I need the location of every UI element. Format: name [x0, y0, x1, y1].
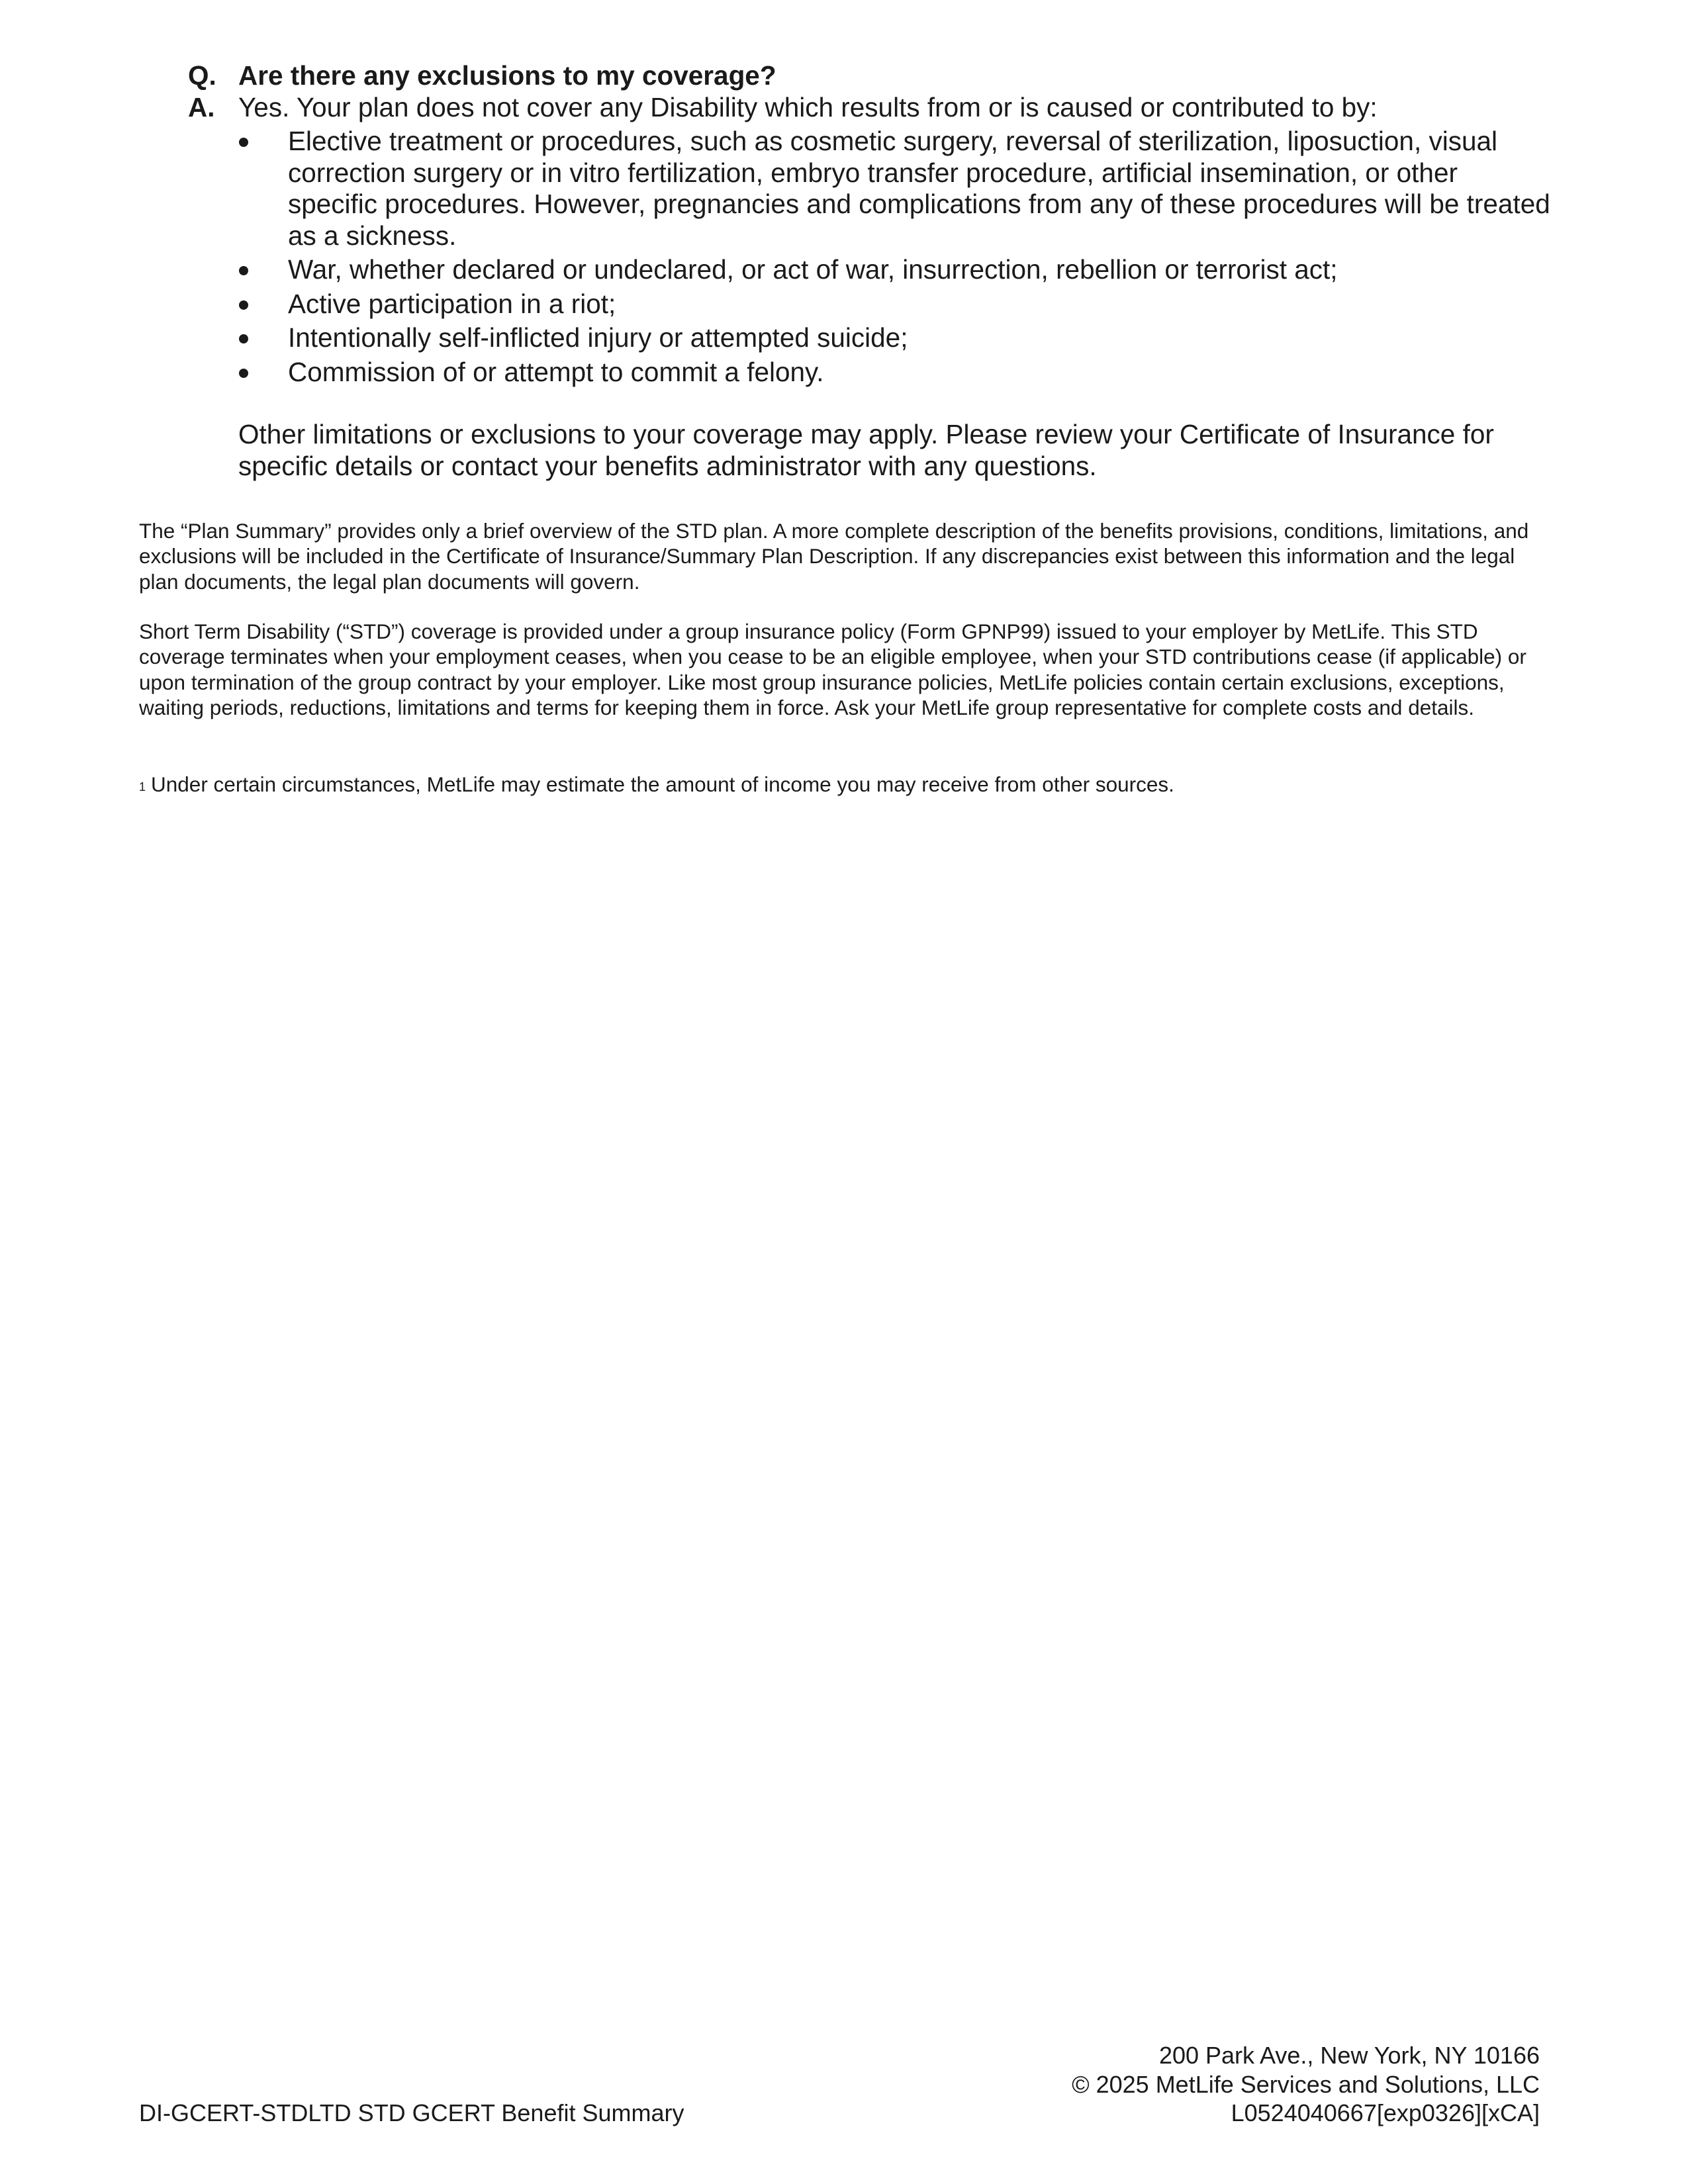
footer-doc-code: L0524040667[exp0326][xCA] — [1231, 2099, 1540, 2126]
bullet-icon — [238, 322, 288, 343]
question-row — [188, 60, 1552, 91]
list-item — [238, 126, 1552, 251]
answer-row — [188, 91, 1552, 123]
question-label: Q. — [188, 60, 216, 91]
std-coverage-disclaimer: Short Term Disability (“STD”) coverage is provided under a group insurance policy (Form GPNP99) issued to your employer by MetLife. This STD coverage terminates when your employment ceases, when you cease to be an eligible employee, when your STD contributions cease (if applicable) or upon termination of the group contract by your employer. Like most group insurance policies, MetLife policies contain certain exclusions, exceptions, waiting periods, reductions, limitations and terms for keeping them in force. Ask your MetLife group representative for complete costs and details. — [139, 619, 1526, 719]
other-limitations-note: Other limitations or exclusions to your coverage may apply. Please review your Certificate of Insurance for specific details or contact your benefits administrator with any questions. — [238, 419, 1494, 481]
list-item-text: Commission of or attempt to commit a felony. — [288, 356, 824, 387]
plan-summary-disclaimer: The “Plan Summary” provides only a brief overview of the STD plan. A more complete description of the benefits provisions, conditions, limitations, and exclusions will be included in the Certificate of Insurance/Summary Plan Description. If any discrepancies exist between this information and the legal plan documents, the legal plan documents will govern. — [139, 519, 1529, 594]
bullet-icon — [238, 126, 288, 147]
footer-company-info — [1072, 2041, 1540, 2128]
bullet-icon — [238, 254, 288, 275]
list-item — [238, 289, 1552, 320]
answer-label: A. — [188, 92, 215, 122]
footnote-marker: 1 — [139, 780, 146, 794]
faq-exclusions-section — [188, 60, 1552, 482]
list-item — [238, 254, 1552, 286]
list-item — [238, 357, 1552, 388]
list-item — [238, 322, 1552, 354]
bullet-icon — [238, 357, 288, 378]
list-item-text: Active participation in a riot; — [288, 288, 616, 319]
footnote — [139, 772, 1542, 797]
footer-address: 200 Park Ave., New York, NY 10166 — [1158, 2042, 1540, 2069]
answer-intro-text: Yes. Your plan does not cover any Disability which results from or is caused or contributed to by: — [238, 92, 1378, 122]
question-text: Are there any exclusions to my coverage? — [238, 60, 776, 91]
footer-form-id: DI-GCERT-STDLTD STD GCERT Benefit Summary — [139, 2099, 684, 2126]
list-item-text: Elective treatment or procedures, such as cosmetic surgery, reversal of sterilization, liposuction, visual correction surgery or in vitro fertilization, embryo transfer procedure, artificial insemination, or other specific procedures. However, pregnancies and complications from any of these procedures will be treated as a sickness. — [288, 126, 1550, 251]
bullet-icon — [238, 289, 288, 310]
list-item-text: War, whether declared or undeclared, or act of war, insurrection, rebellion or terrorist act; — [288, 254, 1338, 285]
footer-copyright: © 2025 MetLife Services and Solutions, LLC — [1072, 2070, 1540, 2098]
list-item-text: Intentionally self-inflicted injury or attempted suicide; — [288, 322, 908, 353]
footnote-text: Under certain circumstances, MetLife may estimate the amount of income you may receive from other sources. — [151, 772, 1174, 796]
exclusions-list — [238, 126, 1552, 388]
